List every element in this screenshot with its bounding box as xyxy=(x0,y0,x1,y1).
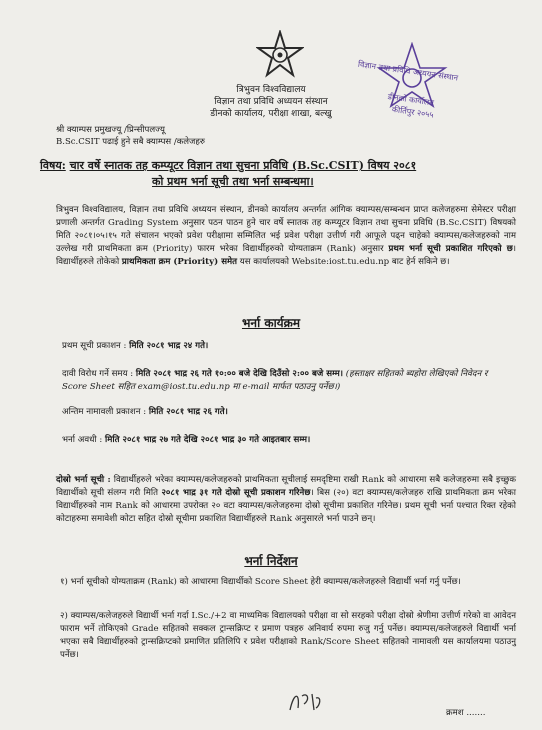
row-label: प्रथम सूची प्रकाशन : xyxy=(62,341,127,351)
row-value: मिति २०८१ भाद्र २४ गते। xyxy=(129,341,209,351)
recipient-address xyxy=(56,124,205,148)
continued-mark: क्रमश ....... xyxy=(446,708,486,718)
row-value: मिति २०८१ भाद्र २६ गते। xyxy=(148,407,228,417)
schedule-row-first-list xyxy=(62,340,514,353)
subject-line-2: को प्रथम भर्ना सूची तथा भर्ना सम्बन्धमा। xyxy=(152,175,314,188)
subject-line-1: चार वर्षे स्नातक तह कम्प्यूटर विज्ञान तथा सुचना प्रविधि (B.Sc.CSIT) विषय २०८१ xyxy=(69,159,417,172)
stamp-top-text: विज्ञान तथा प्रविधि अध्ययन संस्थान xyxy=(357,59,459,83)
row-label: भर्ना अवधी : xyxy=(62,435,103,445)
office-stamp xyxy=(350,42,475,124)
intro-text: त्रिभुवन विश्वविद्यालय, विज्ञान तथा प्रविधि अध्ययन संस्थान, डीनको कार्यालय अन्तर्गत आंगिक क्याम्पस/सम्बन्धन प्राप्त कलेजहरुमा सेमेस्टर परीक्षा प्रणाली अन्तर्गत Grading System अनुसार पठन पाठन हुने चार वर्षे स्नातक तह कम्प्यूटर विज्ञान तथा सुचना प्रविधि (B.Sc.CSIT) विषयको मिति २०८१।०५।१५ गते संचालन भएको प्रवेश परीक्षामा सम्मिलित भई प्रवेश परीक्षा उत्तीर्ण गरी आफूले पढ्न चाहेको क्याम्पस/कलेजहरुको नाम उल्लेख गरी प्राथमिकता क्रम (Priority) फारम भरेका विद्यार्थीहरुको योग्यताक्रम (Rank) अनुसार xyxy=(56,205,516,254)
header-institute: विज्ञान तथा प्रविधि अध्ययन संस्थान xyxy=(214,97,328,107)
row-value: मिति २०८१ भाद्र २७ गते देखि २०८१ भाद्र ३० गते आइतबार सम्म। xyxy=(105,435,311,445)
intro-text-3: यस कार्यालयको Website:iost.tu.edu.np बाट हेर्न सकिने छ। xyxy=(237,257,450,267)
stamp-bottom-text: कीर्तिपुर २०५५ xyxy=(391,104,435,120)
stamp-middle-text: डीनको कार्यालय xyxy=(387,92,435,108)
recipient-line-1: श्री क्याम्पस प्रमुखज्यू /प्रिन्सीपलज्यू xyxy=(56,125,165,135)
instruction-item-1: १) भर्ना सूचीको योग्यताक्रम (Rank) को आधारमा विद्यार्थीको Score Sheet हेरी क्याम्पस/कलेजहरुले विद्यार्थी भर्ना गर्नु पर्नेछ। xyxy=(60,577,461,587)
signature-mark xyxy=(286,688,326,714)
schedule-row-final-list xyxy=(62,406,514,419)
header-university: त्रिभुवन विश्वविद्यालय xyxy=(236,85,306,95)
row-label: दावी विरोध गर्ने समय : xyxy=(62,369,134,379)
instruction-item-2: २) क्याम्पस/कलेजहरुले विद्यार्थी भर्ना गर्दा I.Sc./+2 वा माध्यमिक विद्यालयको परीक्षा वा सो सरहको परीक्षा दोस्रो श्रेणीमा उत्तीर्ण गरेको वा आवेदन फाराम भर्ने तोकिएको Grade सहितको सक्कल ट्रान्सक्रिप्ट र प्रमाण पत्रहरु अनिवार्य रुपमा रुजु गर्नु पर्नेछ। क्याम्पस/कलेजहरुले विद्यार्थी भर्ना भएका सबै विद्यार्थीहरुको ट्रान्सक्रिप्टको प्रमाणित प्रतिलिपि र प्रवेश परीक्षाको Rank/Score Sheet सहितको नामावली यस कार्यालयमा पठाउनु पर्नेछ। xyxy=(60,611,516,660)
second-list-text-2: । बिस (२०) वटा क्याम्पस/कलेजहरु राखि प्राथमिकता क्रम भरेका विद्यार्थीहरुको नाम Rank को आधारमा उपरोक्त २० वटा क्याम्पस/कलेजहरुमा दोस्रो सूचीमा प्रकाशित गरिनेछ। प्रथम सूची भर्ना पश्चात रिक्त रहेको कोटाहरुमा समावेशी कोटा सहित दोस्रो सूचीमा प्रकाशित विद्यार्थीहरुले Rank अनुसारले भर्ना पाउने छन्। xyxy=(56,488,516,524)
row-note: (हस्ताक्षर सहितको ब्यहोरा लेखिएको निवेदन र Score Sheet सहित exam@iost.tu.edu.np मा e-mail मार्फत पठाउनु पर्नेछ।) xyxy=(62,369,488,392)
schedule-row-objection xyxy=(62,368,514,394)
tu-emblem-icon xyxy=(256,30,304,78)
instructions-heading: भर्ना निर्देशन xyxy=(244,554,298,568)
second-list-paragraph xyxy=(56,474,516,526)
intro-bold-2: प्राथमिकता क्रम (Priority) समेत xyxy=(121,257,238,267)
second-list-text: विद्यार्थीहरुले भरेका क्याम्पस/कलेजहरुको प्राथमिकता सूचीलाई समदृष्टिमा राखी Rank को आधारमा सबै कलेजहरुमा सबै इच्छुक विद्यार्थीको सूची संलग्न गरी मिति xyxy=(56,475,517,498)
schedule-heading: भर्ना कार्यक्रम xyxy=(241,316,301,330)
subject-block xyxy=(40,158,510,190)
row-value: मिति २०८१ भाद्र २६ गते १०:०० बजे देखि दिउँसो २:०० बजे सम्म। xyxy=(135,369,344,379)
intro-paragraph xyxy=(56,204,516,269)
intro-bold-1: प्रथम भर्ना सूची प्रकाशित गरिएको छ xyxy=(388,244,513,254)
second-list-label: दोस्रो भर्ना सूची : xyxy=(56,475,111,485)
second-list-bold: २०८१ भाद्र ३१ गते दोस्रो सूची प्रकाशन गरिनेछ xyxy=(161,488,311,498)
schedule-row-admission-period xyxy=(62,434,514,447)
recipient-line-2: B.Sc.CSIT पढाई हुने सबै क्याम्पस /कलेजहरु xyxy=(56,137,205,147)
subject-label: विषय: xyxy=(40,159,66,172)
row-label: अन्तिम नामावली प्रकाशन : xyxy=(62,407,147,417)
intro-text-2: । विद्यार्थीहरुले तोकेको xyxy=(56,244,517,267)
header-office: डीनको कार्यालय, परीक्षा शाखा, बल्खु xyxy=(210,109,332,119)
